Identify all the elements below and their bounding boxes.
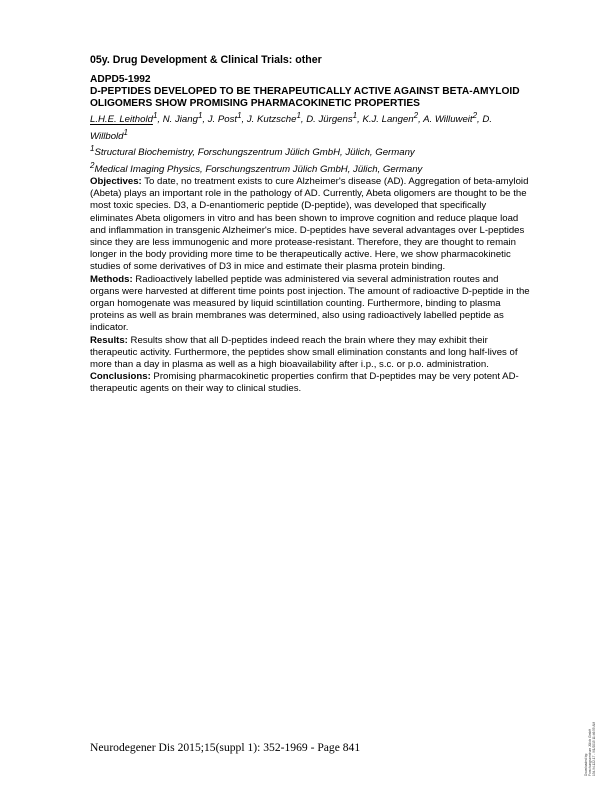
author-name: N. Jiang <box>162 114 198 126</box>
download-watermark <box>584 722 596 776</box>
author-list <box>90 110 530 143</box>
watermark-line-3: 134.94.122.17 - 9/1/2015 11:46:55 AM <box>592 721 596 776</box>
affiliation-1-sup: 1 <box>90 144 95 154</box>
author-affiliation-sup: 1 <box>296 111 301 121</box>
conclusions-paragraph <box>90 371 530 395</box>
section-heading: 05y. Drug Development & Clinical Trials: other <box>90 54 322 66</box>
page-footer: Neurodegener Dis 2015;15(suppl 1): 352-1969 - Page 841 <box>90 741 361 754</box>
author-affiliation-sup: 2 <box>472 111 478 121</box>
author-separator: , <box>202 114 208 126</box>
objectives-text: To date, no treatment exists to cure Alzheimer's disease (AD). Aggregation of beta-amyloid (Abeta) plays an important role in the pathology of AD. Currently, Abeta oligomers are thought to be the most toxic species. D3, a D-enantiomeric peptide (D-peptide), was developed that specifically eliminates Abeta oligomers in vitro and has been shown to improve cognition and reduce plaque load and inflammation in transgenic Alzheimer's mice. D-peptides have several advantages over L-peptides since they are less immunogenic and more protease-resistant. Therefore, they are thought to remain longer in the body providing more time to be therapeutically active. Here, we show pharmacokinetic studies of some derivatives of D3 in mice and estimate their plasma protein binding. <box>90 175 529 273</box>
methods-paragraph <box>90 274 530 335</box>
author-affiliation-sup: 1 <box>152 111 158 121</box>
author-name: D. Jürgens <box>306 114 353 126</box>
author-name: L.H.E. Leithold <box>90 114 153 126</box>
affiliation-2-text: Medical Imaging Physics, Forschungszentrum Jülich GmbH, Jülich, Germany <box>94 163 423 175</box>
author-affiliation-sup: 1 <box>237 111 242 121</box>
objectives-label: Objectives: <box>90 175 142 187</box>
methods-text: Radioactively labelled peptide was administered via several administration routes and organs were harvested at different time points post injection. The amount of radioactive D-peptide in the organ homogenate was measured by liquid scintillation counting. Furthermore, binding to plasma proteins as well as brain membranes was determined, also using radioactively labelled peptide as indicator. <box>90 273 530 334</box>
results-text: Results show that all D-peptides indeed reach the brain where they may exhibit their therapeutic activity. Furthermore, the peptides show small elimination constants and long half-lives of more than a day in plasma as well as a high bioavailability after i.p., s.c. or p.o. administration. <box>90 334 518 371</box>
objectives-paragraph <box>90 176 530 274</box>
author-separator: , <box>477 114 483 126</box>
conclusions-label: Conclusions: <box>90 371 151 383</box>
author-affiliation-sup: 1 <box>352 111 358 121</box>
author-affiliation-sup: 1 <box>123 127 128 137</box>
conclusions-text: Promising pharmacokinetic properties confirm that D-peptides may be very potent AD-therapeutic agents on their way to clinical studies. <box>90 371 519 395</box>
author-name: K.J. Langen <box>362 114 414 126</box>
author-name: A. Willuweit <box>423 114 473 126</box>
affiliation-1-text: Structural Biochemistry, Forschungszentrum Jülich GmbH, Jülich, Germany <box>94 147 415 159</box>
author-name: J. Kutzsche <box>246 114 297 126</box>
abstract-title: D-PEPTIDES DEVELOPED TO BE THERAPEUTICALLY ACTIVE AGAINST BETA-AMYLOID OLIGOMERS SHOW PROMISING PHARMACOKINETIC PROPERTIES <box>90 86 520 110</box>
methods-label: Methods: <box>90 273 133 285</box>
author-affiliation-sup: 2 <box>413 111 419 121</box>
affiliation-2 <box>90 160 530 176</box>
abstract-page <box>90 54 530 396</box>
results-label: Results: <box>90 334 128 346</box>
results-paragraph <box>90 335 530 372</box>
author-name: D. Willbold <box>90 114 492 142</box>
affiliation-1 <box>90 143 530 159</box>
author-separator: , <box>157 114 163 126</box>
author-separator: , <box>418 114 424 126</box>
watermark-line-1: Downloaded by: <box>584 753 588 776</box>
author-name: J. Post <box>207 114 238 126</box>
author-separator: , <box>357 114 363 126</box>
affiliation-2-sup: 2 <box>90 160 95 170</box>
watermark-line-2: Forschungszentrum Jülich GmbH <box>588 728 592 776</box>
author-separator: , <box>300 114 307 126</box>
abstract-code: ADPD5-1992 <box>90 74 151 86</box>
author-separator: , <box>241 114 247 126</box>
author-affiliation-sup: 1 <box>197 111 203 121</box>
